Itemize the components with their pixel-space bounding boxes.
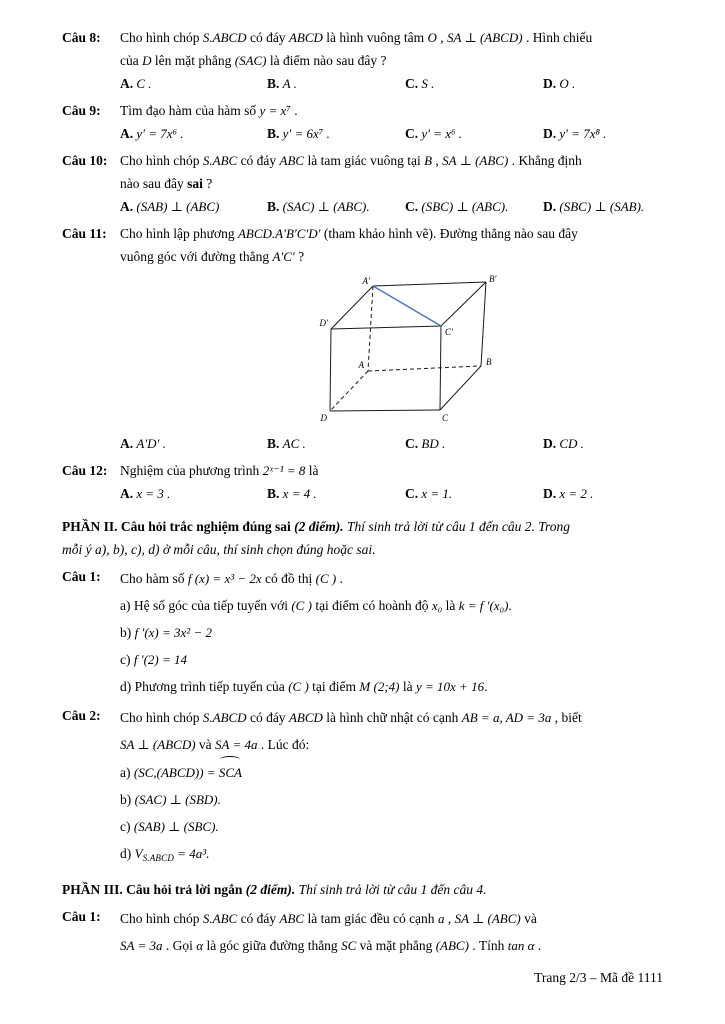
text-segment: Cho hình chóp [120, 153, 203, 168]
text-segment: . Lúc đó: [257, 737, 310, 752]
statement-b [120, 786, 675, 813]
text-segment: SC [341, 938, 357, 953]
question-10-label: Câu 10: [62, 153, 108, 168]
statement-b [120, 619, 675, 646]
text-segment: tan α [507, 938, 535, 953]
text-segment: (tham khảo hình vẽ). Đường thẳng nào sau đây [320, 226, 578, 241]
question-8-line-1 [120, 26, 675, 49]
text-segment: có đáy [237, 153, 280, 168]
text-segment: SA ⊥ (ABC) [454, 911, 521, 926]
question-12-label: Câu 12: [62, 463, 108, 478]
text-segment: CD . [556, 436, 584, 451]
text-segment: (2 điểm). [245, 882, 296, 897]
question-9-options [120, 122, 675, 145]
text-segment: D. [543, 486, 557, 501]
text-segment: C. [405, 126, 419, 141]
option-b [267, 122, 405, 145]
text-segment: S.ABC [202, 153, 238, 168]
option-c [405, 482, 543, 505]
text-segment: (2 điểm). [294, 519, 344, 534]
text-segment: α [196, 938, 204, 953]
text-segment: ABCD [288, 30, 323, 45]
text-segment: lên mặt phẳng [151, 53, 235, 68]
text-segment: Thí sinh trả lời từ câu 1 đến câu 2. Trong [343, 519, 571, 534]
text-segment: , [432, 153, 443, 168]
text-segment: . [508, 598, 512, 613]
statement-c [120, 646, 675, 673]
statement-d [120, 673, 675, 700]
text-segment: f ′(x) = 3x² − 2 [134, 625, 212, 640]
text-segment: C. [405, 76, 419, 91]
question-8-label: Câu 8: [62, 30, 101, 45]
option-d [543, 482, 675, 505]
text-segment: Nghiệm của phương trình [120, 463, 263, 478]
text-segment: D. [543, 436, 557, 451]
part-3-header [62, 878, 675, 901]
question-11-line-1 [120, 222, 675, 245]
text-segment: d) Phương trình tiếp tuyến của [120, 679, 289, 694]
text-segment: y′ = x⁶ . [418, 126, 463, 141]
text-segment: a [437, 911, 445, 926]
question-10-line-2 [120, 172, 675, 195]
text-segment: . [484, 679, 488, 694]
text-segment: của [120, 53, 143, 68]
question-10-line-1 [120, 149, 675, 172]
part-3-question-1 [62, 905, 675, 959]
text-segment: là [305, 463, 319, 478]
text-segment: Cho hình lập phương [120, 226, 238, 241]
text-segment: y′ = 6x⁷ . [279, 126, 330, 141]
text-segment: = 4a³. [174, 846, 210, 861]
text-segment: Cho hình chóp [120, 911, 203, 926]
option-a [120, 72, 267, 95]
text-segment: a) Hệ số góc của tiếp tuyến với [120, 598, 292, 613]
part-2-question-2-stem-line-2 [120, 731, 675, 758]
text-segment: (SBC) ⊥ (SAB). [556, 199, 645, 214]
text-segment: B. [267, 126, 280, 141]
text-segment: Thí sinh trả lời từ câu 1 đến câu 4. [295, 882, 487, 897]
vertex-label-c-prime: C′ [445, 327, 453, 337]
text-segment: d) [120, 846, 135, 861]
option-c [405, 195, 543, 218]
option-d [543, 195, 675, 218]
option-b [267, 195, 405, 218]
text-segment: D. [543, 126, 557, 141]
part-2-question-2 [62, 704, 675, 872]
question-11-options [120, 432, 675, 455]
part-2-question-2-label: Câu 2: [62, 708, 101, 723]
text-segment: . Khẳng định [508, 153, 582, 168]
highlighted-diagonal-a-prime-c-prime [373, 286, 441, 326]
part-3-header-line-1 [62, 878, 675, 901]
part-2-question-1-label: Câu 1: [62, 569, 101, 584]
question-12-line-1 [120, 459, 675, 482]
text-segment: . [290, 103, 298, 118]
text-segment: ? [294, 249, 305, 264]
text-segment: , [436, 30, 448, 45]
statement-c [120, 813, 675, 840]
text-segment: (SC,(ABCD)) = [133, 765, 219, 780]
statement-a [120, 592, 675, 619]
text-segment: có đáy [246, 30, 289, 45]
part-3-question-1-body [120, 905, 675, 959]
text-segment: Tìm đạo hàm của hàm số [120, 103, 260, 118]
option-a [120, 122, 267, 145]
text-segment: ABC [279, 153, 305, 168]
text-segment: ABCD.A′B′C′D′ [237, 226, 321, 241]
text-segment: C . [133, 76, 152, 91]
text-segment: mỗi ý a), b), c), d) ở mỗi câu, thí sinh chọn đúng hoặc sai. [62, 542, 376, 557]
text-segment: và [520, 911, 537, 926]
text-segment: y = 10x + 16 [415, 679, 485, 694]
text-segment: có đồ thị [261, 571, 316, 586]
vertex-label-a-prime: A′ [362, 276, 370, 286]
option-d [543, 122, 675, 145]
text-segment: S . [418, 76, 435, 91]
text-segment: có đáy [246, 710, 289, 725]
text-segment: sai [187, 176, 203, 191]
question-8 [62, 26, 675, 95]
text-segment: tại điểm có hoành độ [311, 598, 432, 613]
option-c [405, 122, 543, 145]
cube-figure [318, 274, 508, 428]
option-c [405, 432, 543, 455]
question-9-label: Câu 9: [62, 103, 101, 118]
vertex-label-b-prime: B′ [489, 274, 497, 284]
text-segment: là điểm nào sau đây ? [266, 53, 387, 68]
text-segment: b) [120, 625, 135, 640]
part-2-question-1-body [120, 565, 675, 700]
text-segment: Cho hình chóp [120, 30, 203, 45]
text-segment: C. [405, 199, 419, 214]
cube-drawing [318, 274, 508, 424]
option-d [543, 72, 675, 95]
vertex-label-d-prime: D′ [319, 318, 328, 328]
text-segment: A. [120, 126, 134, 141]
text-segment: AB = a, AD = 3a [461, 710, 552, 725]
text-segment: k = f ′(x₀) [458, 598, 509, 613]
option-b [267, 432, 405, 455]
text-segment: A. [120, 76, 134, 91]
option-a [120, 195, 267, 218]
question-10 [62, 149, 675, 218]
text-segment: b) [120, 792, 135, 807]
text-segment: S.ABCD [202, 30, 247, 45]
question-11-label: Câu 11: [62, 226, 107, 241]
text-segment: (SAB) ⊥ (ABC) [133, 199, 220, 214]
question-10-options [120, 195, 675, 218]
text-segment: y′ = 7x⁶ . [133, 126, 184, 141]
text-segment: y′ = 7x⁸ . [556, 126, 607, 141]
text-segment: (C ) [291, 598, 312, 613]
text-segment: x = 4 . [279, 486, 317, 501]
text-segment: B. [267, 76, 280, 91]
text-segment: . Gọi [162, 938, 197, 953]
text-segment: nào sau đây [120, 176, 188, 191]
text-segment: AC . [279, 436, 306, 451]
text-segment: M (2;4) [359, 679, 400, 694]
part-2-header-line-1 [62, 515, 675, 538]
text-segment: . [336, 571, 344, 586]
text-segment: A′C′ [272, 249, 295, 264]
text-segment: A. [120, 486, 134, 501]
part-3-question-1-label: Câu 1: [62, 909, 101, 924]
text-segment: x₀ [431, 598, 443, 613]
question-12-options [120, 482, 675, 505]
cube-solid-edges [330, 282, 486, 411]
text-segment: SCA [219, 758, 242, 786]
text-segment: D. [543, 76, 557, 91]
text-segment: (C ) [288, 679, 309, 694]
text-segment: SA ⊥ (ABCD) [120, 737, 196, 752]
part-2-question-1-stem [120, 565, 675, 592]
text-segment: B. [267, 436, 280, 451]
text-segment: A . [279, 76, 297, 91]
question-10-body [120, 149, 675, 218]
text-segment: (SAC) ⊥ (ABC). [279, 199, 370, 214]
question-9-line-1 [120, 99, 675, 122]
text-segment: ABCD [288, 710, 323, 725]
option-b [267, 482, 405, 505]
text-segment: x = 3 . [133, 486, 171, 501]
text-segment: D [142, 53, 152, 68]
text-segment: S.ABC [202, 911, 238, 926]
text-segment: c) [120, 652, 134, 667]
question-12-body [120, 459, 675, 505]
text-segment: SA = 3a [120, 938, 163, 953]
statement-d [120, 840, 675, 872]
text-segment: O . [556, 76, 576, 91]
statement-a [120, 758, 675, 786]
text-segment: . Tính [468, 938, 508, 953]
option-a [120, 482, 267, 505]
text-segment: c) [120, 819, 134, 834]
question-11-body [120, 222, 675, 455]
text-segment: f ′(2) = 14 [133, 652, 188, 667]
text-segment: SA ⊥ (ABCD) [447, 30, 523, 45]
text-segment: y = x⁷ [259, 103, 291, 118]
option-a [120, 432, 267, 455]
text-segment: là [442, 598, 459, 613]
text-segment: (ABC) [435, 938, 469, 953]
part-2-question-2-body [120, 704, 675, 872]
question-8-body [120, 26, 675, 95]
text-segment: x = 1. [418, 486, 453, 501]
text-segment: . [534, 938, 542, 953]
question-12 [62, 459, 675, 505]
text-segment: x = 2 . [556, 486, 594, 501]
part-2-question-1 [62, 565, 675, 700]
text-segment: A. [120, 436, 134, 451]
vertex-label-a: A [358, 360, 364, 370]
text-segment: V [134, 846, 143, 861]
text-segment: Cho hình chóp [120, 710, 203, 725]
text-segment: (SAC) [234, 53, 267, 68]
text-segment: (SAB) ⊥ (SBC). [133, 819, 219, 834]
text-segment: (C ) [315, 571, 337, 586]
text-segment: A. [120, 199, 134, 214]
part-2-question-2-stem-line-1 [120, 704, 675, 731]
text-segment: B. [267, 486, 280, 501]
text-segment: (SBC) ⊥ (ABC). [418, 199, 509, 214]
part-3-question-1-line-1 [120, 905, 675, 932]
option-c [405, 72, 543, 95]
question-9 [62, 99, 675, 145]
text-segment: là hình chữ nhật có cạnh [322, 710, 462, 725]
text-segment: C. [405, 436, 419, 451]
vertex-label-d: D [320, 413, 327, 423]
question-11 [62, 222, 675, 455]
question-8-line-2 [120, 49, 675, 72]
text-segment: là hình vuông tâm [322, 30, 428, 45]
text-segment: 2ˣ⁻¹ = 8 [262, 463, 306, 478]
text-segment: f (x) = x³ − 2x [187, 571, 262, 586]
vertex-label-c: C [442, 413, 449, 423]
text-segment: vuông góc với đường thẳng [120, 249, 273, 264]
text-segment: B [424, 153, 433, 168]
text-segment: S.ABCD [202, 710, 247, 725]
text-segment: , [444, 911, 455, 926]
text-segment: S.ABCD [142, 853, 175, 863]
part-2-header-line-2 [62, 538, 675, 561]
text-segment: O [427, 30, 437, 45]
text-segment: là góc giữa đường thẳng [203, 938, 342, 953]
text-segment: tại điểm [308, 679, 360, 694]
question-11-line-2 [120, 245, 675, 268]
text-segment: A′D′ . [133, 436, 166, 451]
option-b [267, 72, 405, 95]
question-8-options [120, 72, 675, 95]
text-segment: là tam giác đều có cạnh [304, 911, 438, 926]
text-segment: Cho hàm số [120, 571, 188, 586]
text-segment: là [399, 679, 416, 694]
text-segment: , biết [551, 710, 582, 725]
question-9-body [120, 99, 675, 145]
text-segment: SA = 4a [215, 737, 258, 752]
text-segment: PHẦN III. Câu hỏi trả lời ngắn [62, 882, 246, 897]
text-segment: (SAC) ⊥ (SBD). [134, 792, 221, 807]
text-segment: có đáy [237, 911, 280, 926]
text-segment: ? [202, 176, 213, 191]
text-segment: D. [543, 199, 557, 214]
text-segment: B. [267, 199, 280, 214]
text-segment: là tam giác vuông tại [304, 153, 425, 168]
page-footer: Trang 2/3 – Mã đề 1111 [534, 970, 663, 985]
text-segment: ABC [279, 911, 305, 926]
text-segment: PHẦN II. Câu hỏi trắc nghiệm đúng sai [62, 519, 295, 534]
text-segment: a) [120, 765, 134, 780]
text-segment: BD . [418, 436, 446, 451]
text-segment: SA ⊥ (ABC) [442, 153, 509, 168]
text-segment: và mặt phẳng [356, 938, 436, 953]
part-3-question-1-line-2 [120, 932, 675, 959]
part-2-header [62, 515, 675, 561]
text-segment: C. [405, 486, 419, 501]
vertex-label-b: B [486, 357, 492, 367]
text-segment: và [195, 737, 216, 752]
option-d [543, 432, 675, 455]
text-segment: . Hình chiếu [522, 30, 593, 45]
